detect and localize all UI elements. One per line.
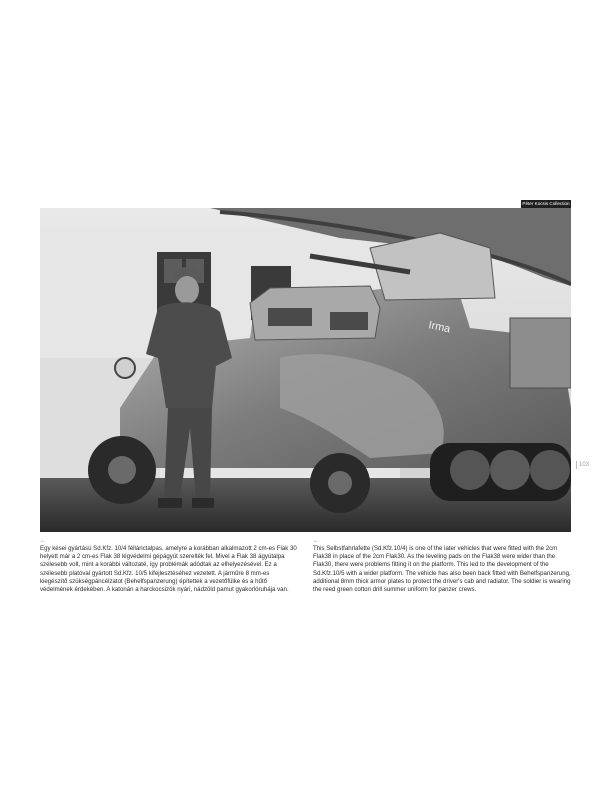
caption-hungarian — [40, 538, 298, 594]
caption-english — [313, 538, 571, 594]
rear-platform — [510, 318, 571, 388]
page-number: 103 — [576, 461, 589, 469]
photo-credit: Péter Kocsis Collection — [522, 201, 570, 206]
photograph — [40, 208, 571, 532]
caption-marker: ← — [313, 538, 319, 544]
photo-illustration — [40, 208, 571, 532]
caption-marker: ← — [40, 538, 46, 544]
vehicle-marking: Irma — [427, 319, 452, 336]
headlight — [115, 358, 135, 378]
caption-hungarian-text: Egy kései gyártású Sd.Kfz. 10/4 féllánctalpas, amelyre a korábban alkalmazott 2 cm-es Flak 30 helyett már a 2 cm-es Flak 38 légvédelmi gépágyút szerelték fel. Mivel a Flak 38 ágyútalpa szélesebb volt, mint a korábbi változaté, így problémák adódtak az elhelyezésével. Ez a szélesebb platóval gyártott Sd.Kfz. 10/5 kifejlesztéséhez vezetett. A járműre 8 mm-es kiegészítő szükségpáncélzatot (Behelfspanzerung) építettek a vezetőfülke és a hűtő védelmének érdekében. A katonán a harckocsizók nyári, nádzöld pamut gyakorlóruhája van. — [40, 545, 297, 594]
caption-english-text: This Selbstfahrlafette (Sd.Kfz.10/4) is one of the later vehicles that were fitted with the 2cm Flak38 in place of the 2cm Flak30. As the leveling pads on the Flak38 were wider than the Flak30, there were problems fitting it on the platform. This led to the development of the Sd.Kfz.10/5 with a wider platform. The vehicle has also been back fitted with Behelfspanzerung, additional 8mm thick armor plates to protect the driver's cab and radiator. The soldier is wearing the reed green cotton drill summer uniform for panzer crews. — [313, 545, 571, 594]
